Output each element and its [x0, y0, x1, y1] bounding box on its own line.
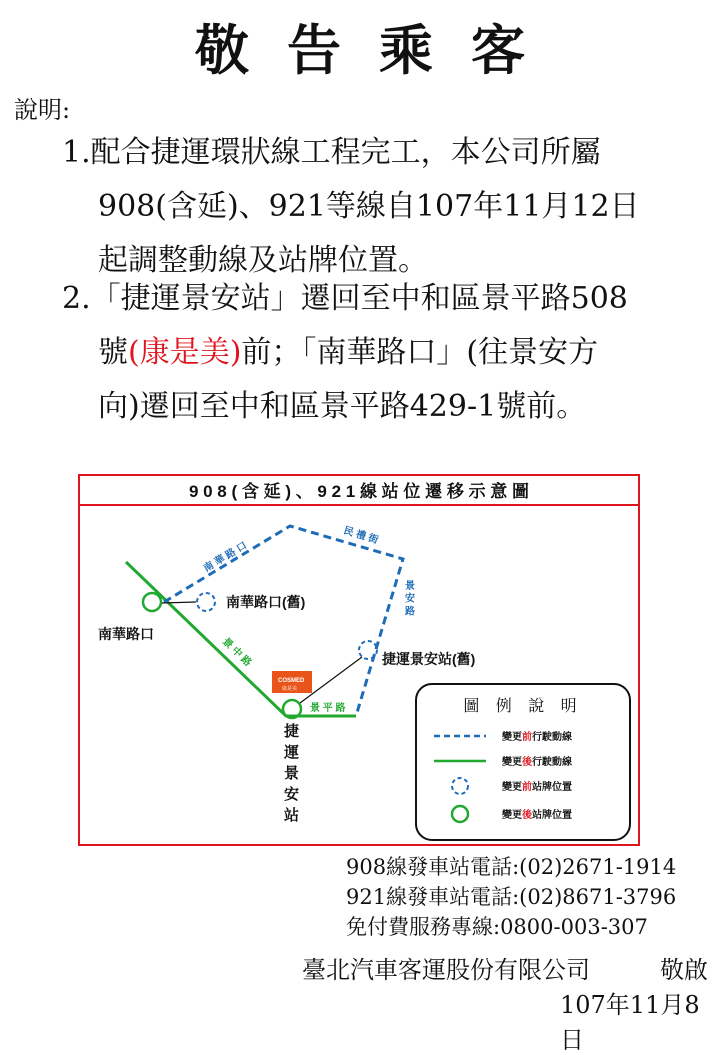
item-2: [62, 272, 628, 434]
new-nanhua-label: 南華路口: [98, 626, 154, 642]
road-label-nanhua: 南 華 路 口: [201, 540, 249, 575]
road-label-jingping: 景 平 路: [310, 703, 346, 714]
company-name: 臺北汽車客運股份有限公司: [302, 956, 590, 984]
new-mrt-label-char-2: 運: [284, 744, 300, 761]
signature-regards: 敬啟: [660, 956, 708, 984]
contact-908-phone: 908線發車站電話:(02)2671-1914: [346, 855, 677, 879]
legend-item-2: 變更後行駛動線: [502, 757, 572, 768]
old-mrt-label: 捷運景安站(舊): [382, 651, 476, 667]
item-1-line-1: 1.配合捷運環狀線工程完工，本公司所屬: [62, 135, 601, 170]
new-mrt-label-char-3: 景: [284, 765, 300, 782]
relocation-map: [78, 474, 640, 846]
item-1: [62, 126, 640, 288]
cosmed-highlight: (康是美): [128, 335, 242, 370]
item-2-line-3: 向)遷回至中和區景平路429-1號前。: [98, 389, 587, 424]
old-nanhua-label: 南華路口(舊): [226, 594, 306, 610]
item-1-line-2: 908(含延)、921等線自107年11月12日: [98, 189, 640, 224]
legend-item-3: 變更前站牌位置: [502, 782, 572, 793]
notice-title: 敬告乘客: [195, 18, 563, 82]
road-label-minli: 民 禮 街: [342, 525, 380, 547]
cosmed-logo-text: COSMED: [278, 678, 305, 684]
road-label-jingan: 景 安 路: [402, 580, 414, 616]
item-2-line-2-suffix: 前；「南華路口」(往景安方: [241, 335, 599, 370]
explanation-label: 說明:: [14, 96, 71, 124]
legend-title: 圖 例 說 明: [463, 698, 583, 715]
item-2-line-2: [62, 326, 628, 380]
item-2-line-1: 2.「捷運景安站」遷回至中和區景平路508: [62, 281, 628, 316]
road-label-jingzhong: 景 中 路: [219, 636, 254, 669]
notice-date: 107年11月8日: [560, 991, 700, 1054]
cosmed-logo-subtext: 康是美: [282, 686, 298, 692]
contact-info: [346, 852, 676, 942]
legend-item-4: 變更後站牌位置: [502, 810, 572, 821]
contact-921-phone: 921線發車站電話:(02)8671-3796: [346, 885, 677, 909]
contact-tollfree: 免付費服務專線:0800-003-307: [346, 915, 648, 939]
item-1-line-3: 起調整動線及站牌位置。: [98, 243, 428, 278]
new-mrt-label-char-4: 安: [284, 786, 300, 803]
legend-item-1: 變更前行駛動線: [502, 732, 572, 743]
item-2-line-2-prefix: 號: [98, 335, 128, 370]
map-header: 9 0 8 ( 含 延 ) 、 9 2 1 線 站 位 遷 移 示 意 圖: [188, 482, 530, 501]
new-mrt-label-char-5: 站: [284, 807, 300, 824]
new-mrt-label-char-1: 捷: [284, 723, 300, 740]
